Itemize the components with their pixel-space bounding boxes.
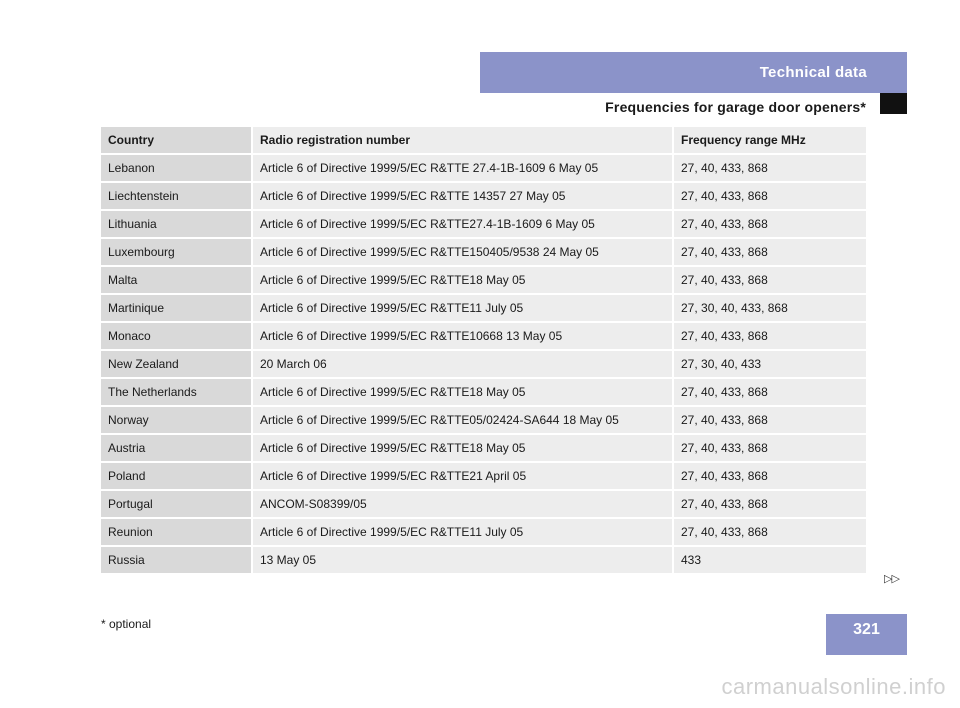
registration-cell: Article 6 of Directive 1999/5/EC R&TTE150405/9538 24 May 05 — [251, 239, 672, 265]
registration-cell: Article 6 of Directive 1999/5/EC R&TTE11 July 05 — [251, 519, 672, 545]
country-cell: Liechtenstein — [101, 183, 251, 209]
frequency-cell: 27, 40, 433, 868 — [672, 407, 866, 433]
page-subtitle: Frequencies for garage door openers* — [605, 99, 866, 115]
column-header-country: Country — [101, 127, 251, 153]
frequency-cell: 27, 40, 433, 868 — [672, 155, 866, 181]
column-header-frequency: Frequency range MHz — [672, 127, 866, 153]
table-header-row — [101, 127, 866, 153]
country-cell: Russia — [101, 547, 251, 573]
country-cell: Norway — [101, 407, 251, 433]
registration-cell: Article 6 of Directive 1999/5/EC R&TTE18 May 05 — [251, 379, 672, 405]
country-cell: Monaco — [101, 323, 251, 349]
table-row — [101, 491, 866, 517]
footnote: * optional — [101, 617, 152, 631]
table-row — [101, 323, 866, 349]
frequency-cell: 27, 40, 433, 868 — [672, 323, 866, 349]
table-row — [101, 295, 866, 321]
table-row — [101, 239, 866, 265]
table-row — [101, 183, 866, 209]
registration-cell: 20 March 06 — [251, 351, 672, 377]
frequency-table — [101, 125, 866, 575]
section-title: Technical data — [759, 64, 867, 81]
frequency-cell: 27, 40, 433, 868 — [672, 211, 866, 237]
page-number-label: 321 — [853, 621, 880, 638]
registration-cell: Article 6 of Directive 1999/5/EC R&TTE10668 13 May 05 — [251, 323, 672, 349]
frequency-cell: 27, 40, 433, 868 — [672, 267, 866, 293]
country-cell: Portugal — [101, 491, 251, 517]
country-cell: Luxembourg — [101, 239, 251, 265]
country-cell: Lebanon — [101, 155, 251, 181]
section-marker — [880, 93, 907, 114]
country-cell: Martinique — [101, 295, 251, 321]
registration-cell: Article 6 of Directive 1999/5/EC R&TTE27.4-1B-1609 6 May 05 — [251, 211, 672, 237]
table-row — [101, 351, 866, 377]
registration-cell: Article 6 of Directive 1999/5/EC R&TTE18 May 05 — [251, 435, 672, 461]
registration-cell: 13 May 05 — [251, 547, 672, 573]
table-row — [101, 407, 866, 433]
frequency-cell: 27, 40, 433, 868 — [672, 239, 866, 265]
frequency-cell: 27, 40, 433, 868 — [672, 183, 866, 209]
table-row — [101, 379, 866, 405]
table-row — [101, 211, 866, 237]
frequency-cell: 433 — [672, 547, 866, 573]
registration-cell: Article 6 of Directive 1999/5/EC R&TTE11 July 05 — [251, 295, 672, 321]
country-cell: Poland — [101, 463, 251, 489]
registration-cell: Article 6 of Directive 1999/5/EC R&TTE05/02424-SA644 18 May 05 — [251, 407, 672, 433]
registration-cell: Article 6 of Directive 1999/5/EC R&TTE 14357 27 May 05 — [251, 183, 672, 209]
table-row — [101, 435, 866, 461]
frequency-cell: 27, 40, 433, 868 — [672, 463, 866, 489]
frequency-cell: 27, 40, 433, 868 — [672, 379, 866, 405]
watermark: carmanualsonline.info — [721, 674, 946, 699]
frequency-cell: 27, 40, 433, 868 — [672, 519, 866, 545]
frequency-cell: 27, 30, 40, 433 — [672, 351, 866, 377]
country-cell: Lithuania — [101, 211, 251, 237]
next-page-arrows-icon: ▷▷ — [884, 573, 899, 585]
section-tab — [480, 52, 907, 93]
country-cell: Austria — [101, 435, 251, 461]
frequency-cell: 27, 40, 433, 868 — [672, 435, 866, 461]
table-row — [101, 267, 866, 293]
table-row — [101, 463, 866, 489]
country-cell: New Zealand — [101, 351, 251, 377]
registration-cell: ANCOM-S08399/05 — [251, 491, 672, 517]
country-cell: Reunion — [101, 519, 251, 545]
registration-cell: Article 6 of Directive 1999/5/EC R&TTE21 April 05 — [251, 463, 672, 489]
table-row — [101, 155, 866, 181]
country-cell: The Netherlands — [101, 379, 251, 405]
country-cell: Malta — [101, 267, 251, 293]
registration-cell: Article 6 of Directive 1999/5/EC R&TTE 27.4-1B-1609 6 May 05 — [251, 155, 672, 181]
table-row — [101, 547, 866, 573]
column-header-registration: Radio registration number — [251, 127, 672, 153]
page-number — [826, 614, 907, 655]
frequency-cell: 27, 30, 40, 433, 868 — [672, 295, 866, 321]
registration-cell: Article 6 of Directive 1999/5/EC R&TTE18 May 05 — [251, 267, 672, 293]
frequency-cell: 27, 40, 433, 868 — [672, 491, 866, 517]
table-row — [101, 519, 866, 545]
